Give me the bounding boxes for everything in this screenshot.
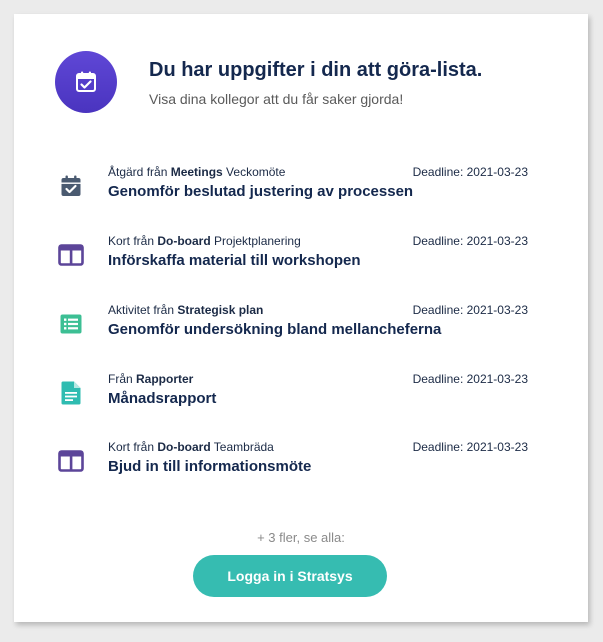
task-title[interactable]: Bjud in till informationsmöte [108, 458, 312, 475]
task-title[interactable]: Genomför undersökning bland mellancheferna [108, 321, 442, 338]
task-item[interactable] [14, 303, 588, 353]
calendar-check-icon [59, 174, 83, 198]
list-icon [60, 314, 82, 334]
page-subtitle: Visa dina kollegor att du får saker gjorda! [149, 91, 404, 107]
task-item[interactable] [14, 234, 588, 284]
task-deadline: Deadline: 2021-03-23 [412, 440, 528, 454]
task-source: Kort från Do-board Projektplanering [108, 234, 301, 248]
task-item[interactable] [14, 440, 588, 490]
task-title[interactable]: Månadsrapport [108, 390, 217, 407]
task-title[interactable]: Införskaffa material till workshopen [108, 252, 361, 269]
login-button[interactable]: Logga in i Stratsys [193, 555, 387, 597]
task-title[interactable]: Genomför beslutad justering av processen [108, 183, 414, 200]
task-deadline: Deadline: 2021-03-23 [412, 165, 528, 179]
task-source: Aktivitet från Strategisk plan [108, 303, 264, 317]
page-title: Du har uppgifter i din att göra-lista. [149, 59, 483, 81]
task-item[interactable] [14, 372, 588, 422]
task-source: Kort från Do-board Teambräda [108, 440, 274, 454]
board-columns-icon [58, 244, 84, 266]
more-tasks-text: + 3 fler, se alla: [257, 530, 345, 545]
task-source: Från Rapporter [108, 372, 194, 386]
document-icon [61, 381, 81, 405]
calendar-check-icon [74, 70, 98, 94]
task-item[interactable] [14, 165, 588, 215]
task-source: Åtgärd från Meetings Veckomöte [108, 165, 286, 179]
notification-card [14, 14, 588, 622]
hero-badge [55, 51, 117, 113]
task-deadline: Deadline: 2021-03-23 [412, 372, 528, 386]
task-deadline: Deadline: 2021-03-23 [412, 234, 528, 248]
board-columns-icon [58, 450, 84, 472]
task-deadline: Deadline: 2021-03-23 [412, 303, 528, 317]
